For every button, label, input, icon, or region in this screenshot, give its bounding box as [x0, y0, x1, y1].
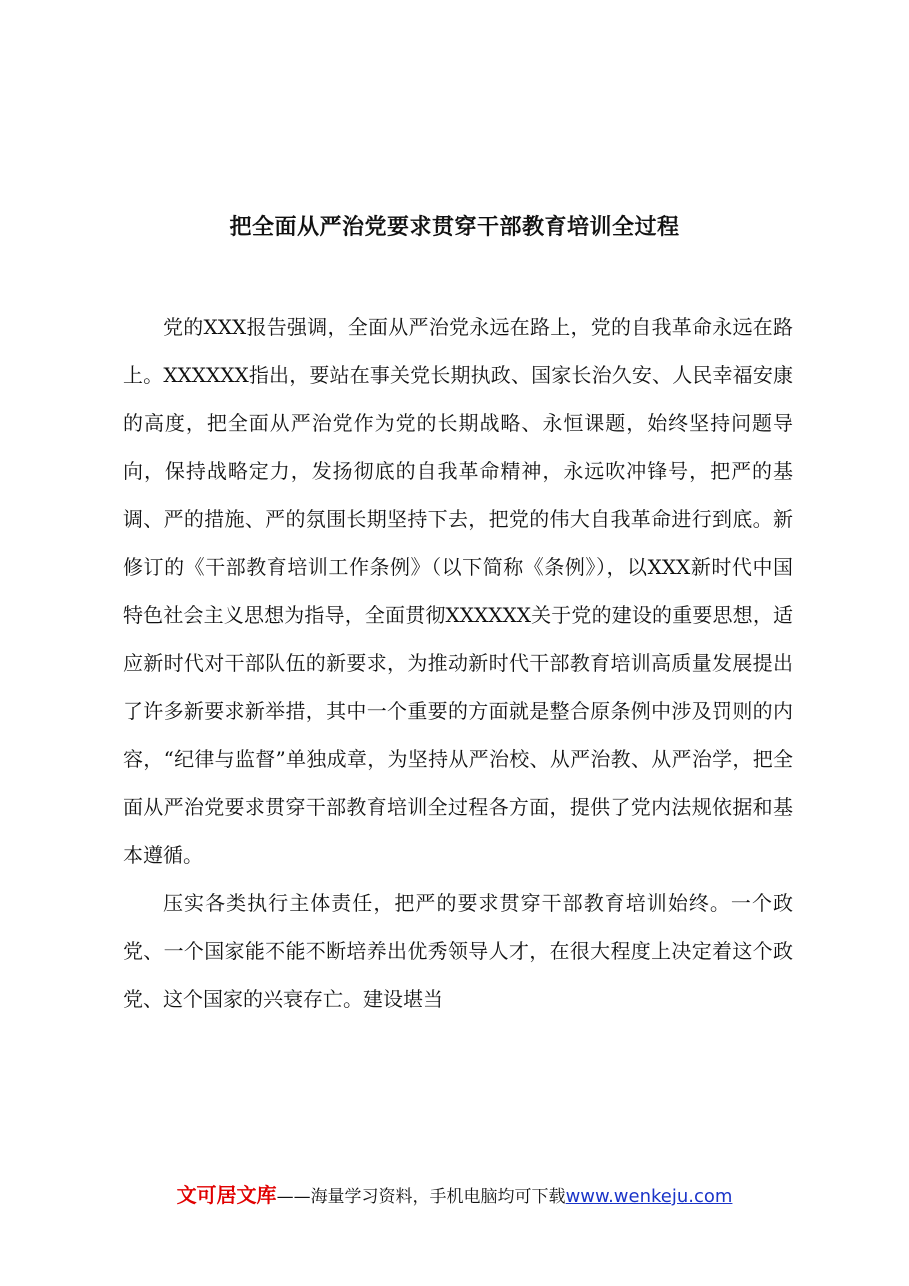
document-body [123, 303, 793, 1023]
footer-brand: 文可居文库 [176, 1183, 277, 1207]
footer-banner [0, 1180, 909, 1212]
footer-tagline: ——海量学习资料，手机电脑均可下载 [276, 1187, 566, 1207]
paragraph-1: 党的XXX报告强调，全面从严治党永远在路上，党的自我革命永远在路上。XXXXXX指出，要站在事关党长期执政、国家长治久安、人民幸福安康的高度，把全面从严治党作为党的长期战略、永恒课题，始终坚持问题导向，保持战略定力，发扬彻底的自我革命精神，永远吹冲锋号，把严的基调、严的措施、严的氛围长期坚持下去，把党的伟大自我革命进行到底。新修订的《干部教育培训工作条例》（以下简称《条例》），以XXX新时代中国特色社会主义思想为指导，全面贯彻XXXXXX关于党的建设的重要思想，适应新时代对干部队伍的新要求，为推动新时代干部教育培训高质量发展提出了许多新要求新举措，其中一个重要的方面就是整合原条例中涉及罚则的内容，“纪律与监督”单独成章，为坚持从严治校、从严治教、从严治学，把全面从严治党要求贯穿干部教育培训全过程各方面，提供了党内法规依据和基本遵循。 [123, 315, 793, 867]
footer-url-link[interactable]: www.wenkeju.com [565, 1186, 733, 1207]
document-title: 把全面从严治党要求贯穿干部教育培训全过程 [229, 214, 680, 240]
paragraph-2: 压实各类执行主体责任，把严的要求贯穿干部教育培训始终。一个政党、一个国家能不能不断培养出优秀领导人才，在很大程度上决定着这个政党、这个国家的兴衰存亡。建设堪当 [123, 891, 793, 1011]
